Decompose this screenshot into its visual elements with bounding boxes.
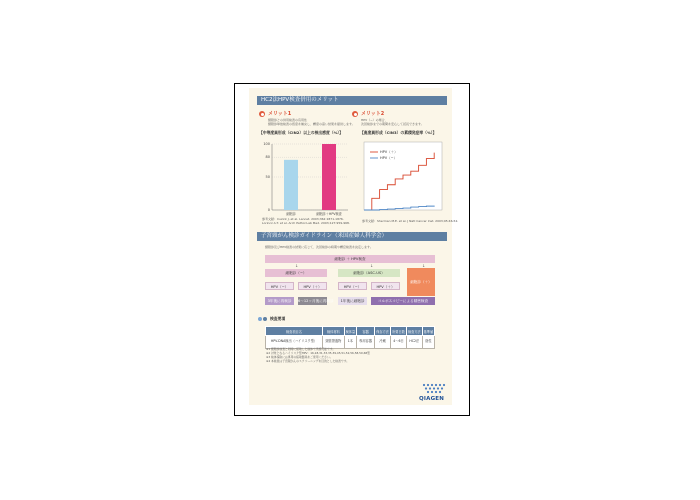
exam-table [265,326,435,349]
merit-1-icon [259,111,265,117]
bar [284,160,298,210]
merit-1-footnote-1: 参考文献：Cuzick J. et al. Lancet. 2003;362:1871-1876. [262,217,344,221]
exam-header-cell: 基準値 [422,327,434,336]
merit-1-line-2: 細胞診単独検査の感度を補完し、精度の高い結果を提供します。 [268,122,355,126]
guideline-intro: 細胞診及びHPV検査の結果に応じて、次回検診の時期や精密検査を決定します。 [265,245,373,249]
flow-arrow: ↓ [422,263,426,268]
exam-cell: HC2法 [406,336,422,349]
exam-table-header [266,327,435,336]
x-tick-label: 細胞診 [286,212,296,216]
flow-hpv-pos-2: HPV（＋） [371,282,400,290]
exam-header-cell: 検査項目名 [266,327,323,336]
flow-cyto-negative: 細胞診（−） [265,269,327,277]
bullet-dot [263,317,267,321]
merit-2-line-1: HPV（−）の場合、 [361,118,388,122]
flow-result-1yr: 1年後に細胞診 [338,297,367,305]
bar [322,144,336,210]
exam-cell: 4〜6日 [391,336,407,349]
flow-arrow: ↓ [370,263,374,268]
y-tick-label: 80 [265,155,270,160]
y-tick-label: 0 [267,208,270,212]
legend-label: HPV（−） [380,156,398,161]
bullet-dot [258,317,262,321]
flow-hpv-neg-1: HPV（−） [265,282,294,290]
exam-header-cell: 所要日数 [391,327,407,336]
qiagen-logo-dots [421,383,447,395]
exam-cell: 1本 [344,336,356,349]
legend-label: HPV（＋） [380,150,398,155]
merit-2-icon [352,111,358,117]
merit-2-title: メリット2 [361,111,385,117]
section-1-header: HC2法HPV検査併用のメリット [257,96,447,105]
merit-1-title: メリット1 [268,111,292,117]
exam-cell: HPV-DNA検出（ハイリスク型） [266,336,323,349]
exam-note-3: ※3 検体採取には専用の採取器具をご使用ください。 [266,355,333,359]
flow-result-colposcopy: コルポスコピーによる精密検査 [371,297,435,305]
merit-2-line-2: 次回検診までの期間を安心して延長できます。 [361,122,424,126]
exam-header-cell: 検体量 [344,327,356,336]
merit-1-line-1: 細胞診との併用検査の有用性 [268,118,308,122]
flow-hpv-pos-1: HPV（＋） [298,282,327,290]
exam-note-2: ※2 対象となるハイリスク型HPV：16,18,31,33,35,39,45,51,52,56,58,59,68型 [266,351,370,355]
y-tick-label: 100 [263,142,270,146]
section-2-header: 子宮頸がん検診ガイドライン（米国産婦人科学会） [257,232,447,241]
x-tick-label: 細胞診＋HPV検査 [316,212,342,216]
merit-1-chart-title: 【中等度異形成（CIN2）以上の検出感度（%）】 [259,130,344,135]
flow-arrow: ↓ [295,263,299,268]
exam-cell: 陰性 [422,336,434,349]
flow-hpv-neg-2: HPV（−） [338,282,367,290]
exam-header-cell: 検査方法 [406,327,422,336]
exam-cell: 冷蔵 [375,336,391,349]
merit-1-bar-chart [258,138,354,218]
merit-1-footnote-2: Lorincz A.T. et al. Arch Pathol Lab Med. 2003;127:959-968. [262,221,350,225]
exam-cell: 専用容器 [356,336,374,349]
merit-2-chart-title: 【高度異形成（CIN3）の累積発症率（%）】 [360,130,437,135]
exam-header-cell: 保存方法 [375,327,391,336]
flow-result-3yr: 3年後に再検診 [265,297,294,305]
exam-note-1: ※1 細胞診検査と同時に採取した検体で実施可能です。 [266,347,336,351]
exam-title: 検査要項 [270,316,286,321]
merit-2-line-chart [358,138,448,218]
y-tick-label: 50 [265,175,270,179]
exam-header-cell: 検体材料 [322,327,344,336]
exam-cell: 頸管擦過物 [322,336,344,349]
flow-top-box: 細胞診 ＋ HPV検査 [265,255,435,263]
flow-cyto-ascus: 細胞診（ASC-US） [338,269,400,277]
exam-header-cell: 容器 [356,327,374,336]
exam-note-4: ※4 本検査は子宮頸がんのスクリーニングを目的とした検査です。 [266,359,350,363]
flow-cyto-positive: 細胞診（＋） [407,268,435,296]
flow-result-6-12mo: 6〜12ヶ月後に再検診 [298,299,334,303]
qiagen-logo: QIAGEN [419,396,445,402]
merit-2-footnote: 参考文献：Sherman M.E. et al. J Natl Cancer Inst. 2003;95:46-52. [362,219,459,223]
